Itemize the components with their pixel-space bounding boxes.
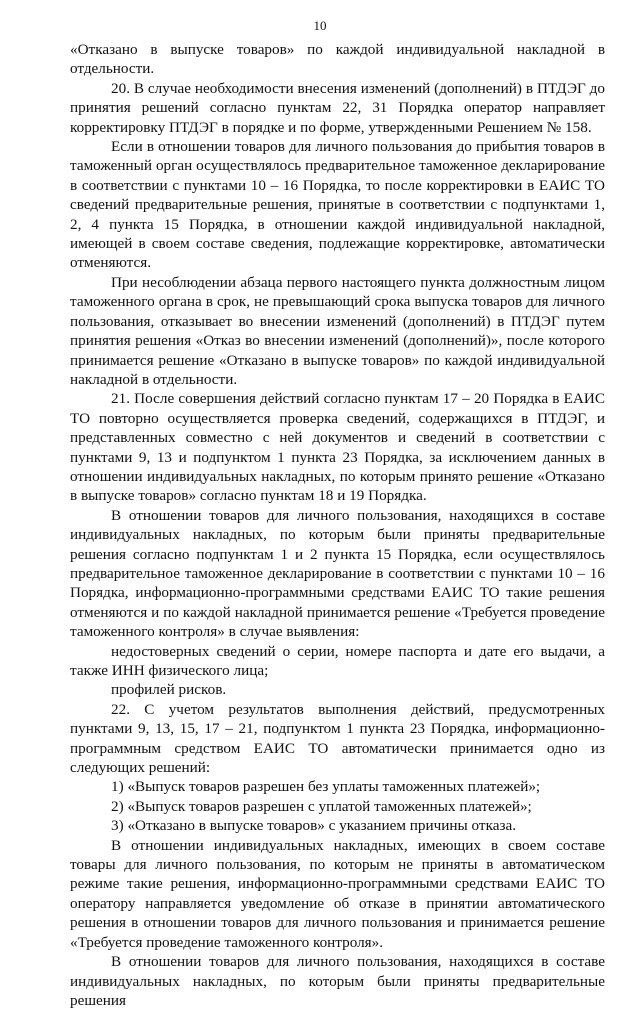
list-item: недостоверных сведений о серии, номере паспорта и дате его выдачи, а также ИНН физического лица; <box>70 642 605 679</box>
list-item: 3) «Отказано в выпуске товаров» с указанием причины отказа. <box>111 817 516 835</box>
list-item: 1) «Выпуск товаров разрешен без уплаты таможенных платежей»; <box>111 778 541 796</box>
list-item: профилей рисков. <box>111 681 227 699</box>
paragraph: Если в отношении товаров для личного пользования до прибытия товаров в таможенный орган осуществлялось предварительное таможенное декларирование в соответствии с пунктами 10 – 16 Порядка, то после корректировки в ЕАИС ТО сведений предварительные решения, принятые в соответствии с подпунктами 1, 2, 4 пункта 15 Порядка, в отношении каждой индивидуальной накладной, имеющей в своем составе сведения, подлежащие корректировке, автоматически отменяются. <box>70 138 605 272</box>
paragraph-item-20: 20. В случае необходимости внесения изменений (дополнений) в ПТДЭГ до принятия решений согласно пунктам 22, 31 Порядка оператор направляет корректировку ПТДЭГ в порядке и по форме, утвержденными Решением № 158. <box>70 79 605 136</box>
paragraph: При несоблюдении абзаца первого настоящего пункта должностным лицом таможенного органа в срок, не превышающий срока выпуска товаров для личного пользования, отказывает во внесении изменений (дополнений) в ПТДЭГ путем принятия решения «Отказ во внесении изменений (дополнений)», после которого принимается решение «Отказано в выпуске товаров» по каждой индивидуальной накладной в отдельности. <box>70 273 605 388</box>
paragraph-item-22: 22. С учетом результатов выполнения действий, предусмотренных пунктами 9, 13, 15, 17 – 21, подпунктом 1 пункта 23 Порядка, информационно-программным средством ЕАИС ТО автоматически принимается одно из следующих решений: <box>70 700 605 777</box>
document-body <box>70 40 605 1010</box>
paragraph: В отношении товаров для личного пользования, находящихся в составе индивидуальных накладных, по которым были приняты предварительные решения <box>70 953 605 1009</box>
paragraph: В отношении товаров для личного пользования, находящихся в составе индивидуальных накладных, по которым были приняты предварительные решения согласно подпунктам 1 и 2 пункта 15 Порядка, если осуществлялось предварительное таможенное декларирование в соответствии с пунктами 10 – 16 Порядка, информационно-программными средствами ЕАИС ТО такие решения отменяются и по каждой накладной принимается решение «Требуется проведение таможенного контроля» в случае выявления: <box>70 506 605 641</box>
page-number: 10 <box>313 18 327 33</box>
list-item: 2) «Выпуск товаров разрешен с уплатой таможенных платежей»; <box>111 797 532 815</box>
paragraph-continuation: «Отказано в выпуске товаров» по каждой индивидуальной накладной в отдельности. <box>70 41 605 78</box>
paragraph-item-21: 21. После совершения действий согласно пунктам 17 – 20 Порядка в ЕАИС ТО повторно осуществляется проверка сведений, содержащихся в ПТДЭГ, и представленных совместно с ней документов и сведений в соответствии с пунктами 9, 13 и подпунктом 1 пункта 23 Порядка, за исключением данных в отношении индивидуальных накладных, по которым принято решение «Отказано в выпуске товаров» согласно пунктам 18 и 19 Порядка. <box>70 390 605 505</box>
paragraph: В отношении индивидуальных накладных, имеющих в своем составе товары для личного пользования, по которым не приняты в автоматическом режиме такие решения, информационно-программными средствами ЕАИС ТО оператору направляется уведомление об отказе в принятии автоматического решения в отношении товаров для личного пользования и принимается решение «Требуется проведение таможенного контроля». <box>70 836 605 951</box>
